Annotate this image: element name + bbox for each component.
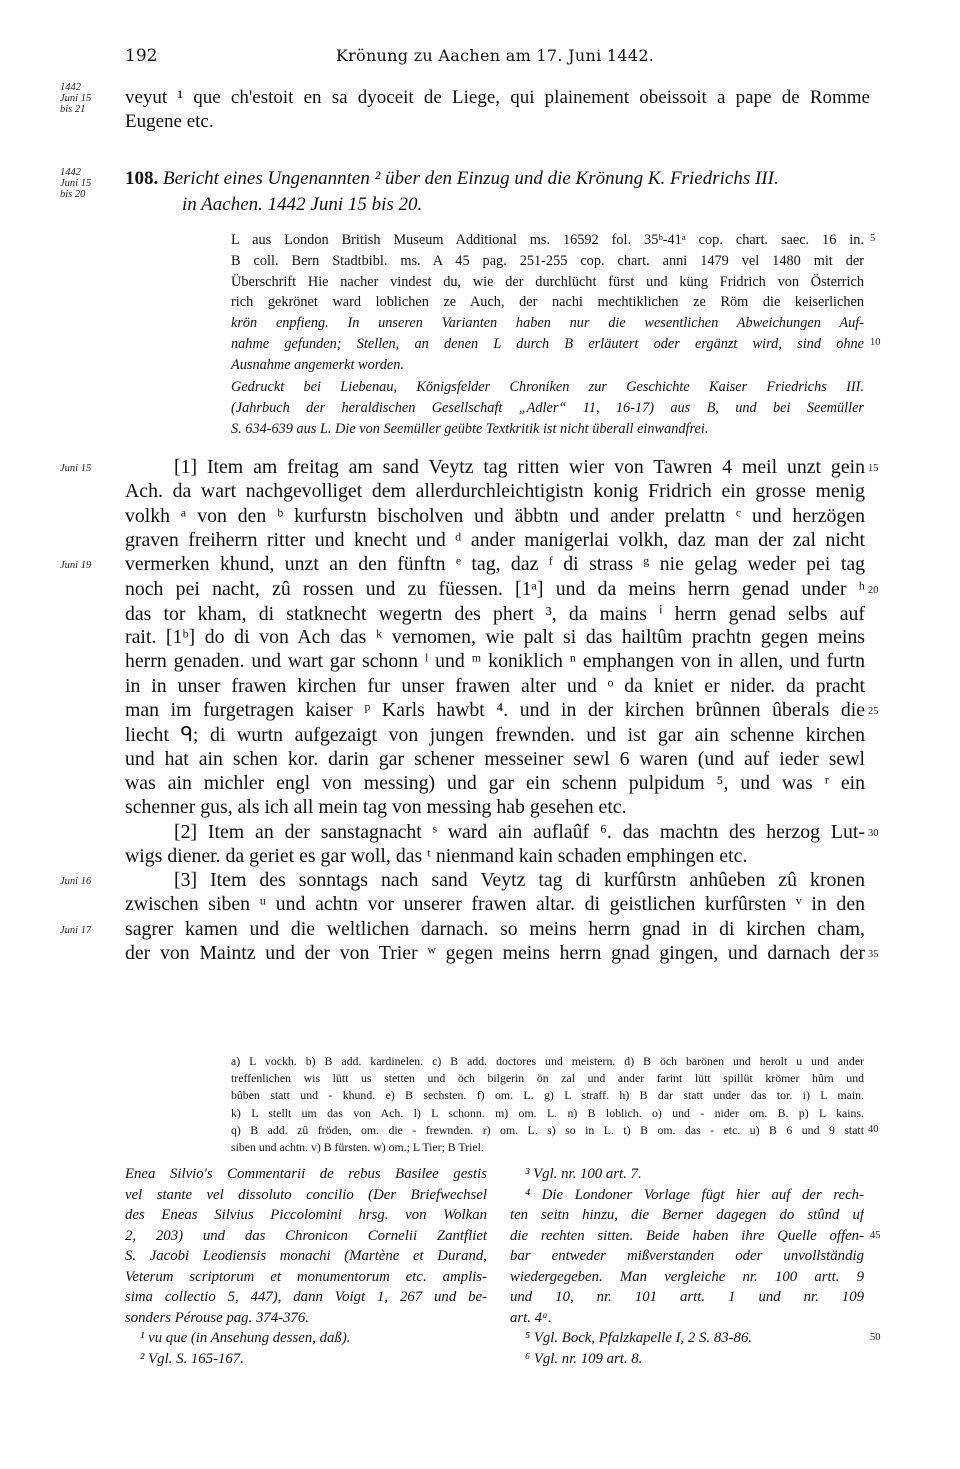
text-line: veyut ¹ que ch'estoit en sa dyoceit de Liege, qui plainement obeissoit a pape de Romme	[125, 87, 870, 108]
source-line: (Jahrbuch der heraldischen Gesellschaft „Adler“ 11, 16-17) aus B, und bei Seemüller	[231, 400, 864, 416]
body-line: Ach. da wart nachgevolliget dem allerdurchleichtigistn konig Fridrich ein grosse menig	[125, 480, 865, 503]
footnote-line: die rechten sitten. Beide haben ihre Quelle offen-	[510, 1227, 864, 1244]
line-number: 35	[868, 949, 879, 960]
page-number: 192	[125, 46, 158, 66]
body-line: volkh ᵃ von den ᵇ kurfurstn bischolven und äbbtn und ander prelattn ᶜ und herzögen	[125, 504, 865, 527]
footnote-line: sonders Pérouse pag. 374-376.	[125, 1309, 309, 1326]
body-line: was ain michler engl von messing) und gar ein schenn pulpidum ⁵, und was ʳ ein	[125, 771, 865, 794]
footnote-line: vel stante vel dissoluto concilio (Der Briefwechsel	[125, 1186, 487, 1203]
footnote-line: ⁴ Die Londoner Vorlage fügt hier auf der rech-	[525, 1186, 864, 1203]
body-line: herrn genaden. und wart gar schonn ˡ und ᵐ koniklich ⁿ emphangen von in allen, und furtn	[125, 650, 865, 673]
running-title: Krönung zu Aachen am 17. Juni 1442.	[335, 46, 655, 65]
apparatus-line: k) L stellt um das von Ach. l) L schonn. m) om. L. n) B loblich. o) und - nider om. B. p) L kains.	[231, 1105, 864, 1120]
margin-date-note: Juni 19	[60, 560, 92, 572]
footnote-line: sima collectio 5, 447), dann Voigt 1, 267 und be-	[125, 1289, 487, 1305]
line-number: 15	[868, 463, 879, 474]
section-title	[125, 168, 779, 190]
page-header	[125, 46, 865, 68]
footnote-line: Enea Silvio's Commentarii de rebus Basilee gestis	[125, 1166, 487, 1182]
line-number: 50	[870, 1332, 881, 1343]
source-line: krön enpfieng. In unseren Varianten haben nur die wesentlichen Abweichungen Auf-	[231, 315, 864, 331]
line-number: 20	[868, 584, 879, 596]
body-line: schenner gus, als ich all mein tag von messing hab gesehen etc.	[125, 796, 627, 819]
margin-date-note: Juni 15	[60, 463, 92, 474]
footnote-line: ⁵ Vgl. Bock, Pfalzkapelle I, 2 S. 83-86.	[525, 1330, 753, 1346]
margin-date-note: 1442 Juni 15 bis 20	[60, 167, 92, 200]
body-line: der von Maintz und der von Trier ʷ gegen meins herrn gnad gingen, und darnach der	[125, 942, 865, 964]
footnote-line: des Eneas Silvius Piccolomini hrsg. von Wolkan	[125, 1207, 487, 1223]
footnote-line: S. Jacobi Leodiensis monachi (Martène et Durand,	[125, 1248, 487, 1264]
source-line: L aus London British Museum Additional ms. 16592 fol. 35ᵇ-41ᵃ cop. chart. saec. 16 in.	[231, 232, 864, 248]
apparatus-line: a) L vockh. b) B add. kardinelen. c) B add. doctores und meistern. d) B öch barönen und herolt u und ander	[231, 1054, 864, 1068]
apparatus-line: q) B add. zû fröden, om. die - frewnden. r) om. L. s) so in L. t) B om. das - etc. u) B 6 und 9 statt	[231, 1122, 864, 1137]
body-line: wigs diener. da geriet es gar woll, das ᵗ nienmand kain schaden emphingen etc.	[125, 844, 748, 867]
body-line: [2] Item an der sanstagnacht ˢ ward ain auflaûf ⁶. das machtn des herzog Lut-	[174, 820, 865, 843]
section-number: 108.	[125, 168, 163, 189]
body-line: [1] Item am freitag am sand Veytz tag ritten wier von Tawren 4 meil unzt gein	[174, 456, 865, 478]
body-line: vermerken khund, unzt an den fünftn ᵉ tag, daz ᶠ di strass ᵍ nie gelag weder pei tag	[125, 553, 865, 576]
margin-date-note: Juni 17	[60, 924, 92, 936]
section-title-text: Bericht eines Ungenannten ² über den Einzug und die Krönung K. Friedrichs III.	[163, 168, 779, 189]
text-line: Eugene etc.	[125, 111, 214, 132]
footnote-line: 2, 203) und das Chronicon Cornelii Zantfliet	[125, 1227, 487, 1244]
footnote-line: ³ Vgl. nr. 100 art. 7.	[525, 1166, 642, 1182]
apparatus-line: bûben statt und - khund. e) B sechsten. f) om. L. g) L straff. h) B dar statt under das tor. i) L main.	[231, 1088, 864, 1103]
body-line: das tor kham, di statknecht wegertn des phert ³, da mains ⁱ herrn genad selbs auf	[125, 602, 865, 625]
body-line: noch pei nacht, zû rossen und zu füessen. [1ᵃ] und da meins herrn genad under ʰ	[125, 577, 865, 600]
body-line: in in unser frawen kirchen fur unser frawen alter und ᵒ da kniet er nider. da pracht	[125, 674, 865, 697]
apparatus-line: siben und achtn. v) B fürsten. w) om.; L Tier; B Triel.	[231, 1140, 484, 1154]
source-line: rich gekrönet ward loblichen ze Auch, der nachi mechtiklichen ze Röm die keiserlichen	[231, 294, 864, 310]
body-line: man im furgetragen kaiser ᵖ Karls hawbt ⁴. und in der kirchen brûnnen ûberals die	[125, 699, 865, 721]
body-line: [3] Item des sonntags nach sand Veytz tag di kurfûrstn anhûeben zû kronen	[174, 869, 865, 892]
line-number: 10	[870, 337, 881, 348]
footnote-line: bar entweder mißverstanden oder unvollständig	[510, 1248, 864, 1264]
body-line: liecht ᑫ; di wurtn aufgezaigt von jungen frewnden. und ist gar ain schenne kirchen	[125, 724, 865, 747]
body-line: rait. [1ᵇ] do di von Ach das ᵏ vernomen, wie palt si das hailtûm prachtn gegen meins	[125, 626, 865, 649]
source-line: S. 634-639 aus L. Die von Seemüller geübte Textkritik ist nicht überall einwandfrei.	[231, 421, 709, 437]
footnote-line: ten seitn hinzu, die Berner dagegen do stûnd uf	[510, 1207, 864, 1223]
source-line: Ausnahme angemerkt worden.	[231, 357, 404, 373]
line-number: 5	[870, 233, 876, 244]
footnote-line: wiedergegeben. Man vergleiche nr. 100 artt. 9	[510, 1268, 864, 1285]
line-number: 45	[870, 1229, 881, 1241]
apparatus-line: treffenlichen wis lütt us stetten und öch bilgerin ön zal und ander farint lütt spillüt krömer hûrn und	[231, 1071, 864, 1086]
footnote-line: art. 4ᵃ.	[510, 1309, 552, 1326]
footnote-line: ⁶ Vgl. nr. 109 art. 8.	[525, 1350, 643, 1367]
source-line: B coll. Bern Stadtbibl. ms. A 45 pag. 251-255 cop. chart. anni 1479 vel 1480 mit der	[231, 253, 864, 269]
source-line: Gedruckt bei Liebenau, Königsfelder Chroniken zur Geschichte Kaiser Friedrichs III.	[231, 379, 864, 395]
source-line: Überschrift Hie nacher vindest du, wie der durchlücht fürst und küng Fridrich von Österrich	[231, 274, 864, 290]
line-number: 40	[868, 1123, 879, 1135]
line-number: 25	[868, 706, 879, 717]
source-line: nahme gefunden; Stellen, an denen L durch B erläutert oder ergänzt wird, sind ohne	[231, 336, 864, 352]
section-subtitle: in Aachen. 1442 Juni 15 bis 20.	[182, 194, 423, 215]
footnote-line: ¹ vu que (in Ansehung dessen, daß).	[140, 1330, 351, 1346]
footnote-line: ² Vgl. S. 165-167.	[140, 1350, 244, 1367]
line-number: 30	[868, 827, 879, 839]
footnote-line: und 10, nr. 101 artt. 1 und nr. 109	[510, 1289, 864, 1305]
body-line: zwischen siben ᵘ und achtn vor unserer frawen altar. di geistlichen kurfûrsten ᵛ in den	[125, 893, 865, 916]
footnote-line: Veterum scriptorum et monumentorum etc. amplis-	[125, 1268, 487, 1285]
body-line: graven freiherrn ritter und knecht und ᵈ ander manigerlai volkh, daz man der zal nicht	[125, 528, 865, 551]
body-line: und hat ain schen kor. darin gar schener messeiner sewl 6 waren (und auf ieder sewl	[125, 747, 865, 770]
margin-date-note: 1442 Juni 15 bis 21	[60, 82, 92, 115]
body-line: sagrer kamen und die weltlichen darnach. so meins herrn gnad in di kirchen cham,	[125, 917, 865, 940]
margin-date-note: Juni 16	[60, 876, 92, 888]
